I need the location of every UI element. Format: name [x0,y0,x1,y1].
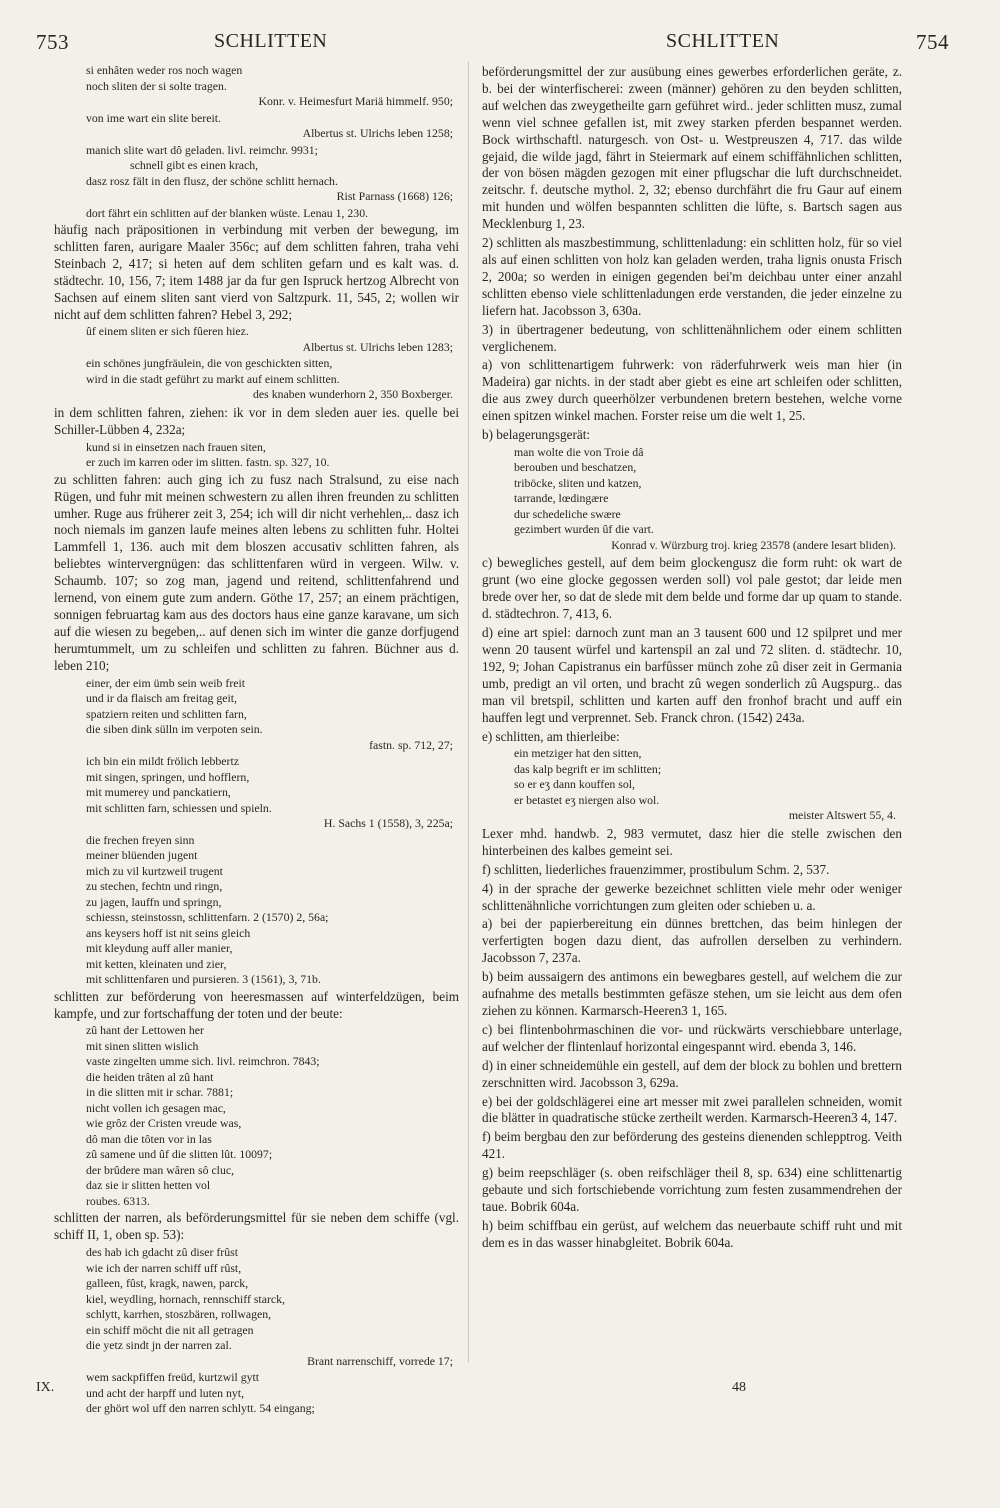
quotation-line: mit singen, springen, und hofflern, [86,769,250,784]
quotation-line: man wolte die von Troie dâ [514,444,644,459]
quotation-line: spatziern reiten und schlitten farn, [86,706,247,721]
quotation-line: er betastet eʒ niergen also wol. [514,792,660,807]
citation-source: meister Altswert 55, 4. [788,808,896,823]
quotation-line: mit schlittenfaren und pursieren. 3 (1561), 3, 71b. [86,972,321,987]
quotation-line: ûf einem sliten er sich fûeren hiez. [86,324,249,339]
quotation-line: wird in die stadt geführt zu markt auf einem schlitten. [86,371,340,386]
quotation-line: ein schiff möcht die nit all getragen [86,1322,254,1337]
citation-source: Konrad v. Würzburg troj. krieg 23578 (andere lesart bliden). [611,537,896,552]
quotation-line: zû samene und ûf die slitten lût. 10097; [86,1147,273,1162]
quotation-line: daz sie ir slitten hetten vol [86,1178,211,1193]
right-column [482,64,902,1254]
quotation-line: von ime wart ein slite bereit. [86,110,221,125]
entry-paragraph: h) beim schiffbau ein gerüst, auf welchem das neuerbaute schiff ruht und mit dem es in das wasser hinabgleitet. Bobrik 604a. [482,1217,902,1250]
quotation-line: die frechen freyen sinn [86,832,195,847]
quotation-line: der brûdere man wâren sô cluc, [86,1162,235,1177]
quotation-line: gezimbert wurden ûf die vart. [514,522,654,537]
entry-paragraph: b) belagerungsgerät: [482,427,591,443]
entry-paragraph: f) beim bergbau den zur beförderung des gesteins dienenden schlepptrog. Veith 421. [482,1129,902,1162]
entry-paragraph: d) eine art spiel: darnoch zunt man an 3 tausent 600 und 12 spilpret und mer wenn 20 tausent würfel und kartenspil an zal und 72 sliten. d. städtechr. 10, 192, 9; Johan Capistranus ein barfûsser münch zohe zû diser zeit in Germania umb, predigt an vil orten, und bracht zû wegen sonderlich zû Augspurg.. das man vil bretspil, schlitten und karten auff den fronhof bracht und auff ein hauffen legt und verprennet. Seb. Franck chron. (1542) 243a. [482,625,902,725]
quotation-line: dur schedeliche swære [514,506,621,521]
citation-source: des knaben wunderhorn 2, 350 Boxberger. [253,387,453,402]
entry-paragraph: a) von schlittenartigem fuhrwerk: von räderfuhrwerk weis man hier (in Madeira) gar nichts. in der stadt aber giebt es eine art schleifen oder schlitten, die aus zwey durch queerhölzer verbundenen bretern bestehen, welche vorne einen spitzen winkel machen. Forster reise um die welt 1, 25. [482,357,902,424]
entry-paragraph: a) bei der papierbereitung ein dünnes brettchen, das beim hinlegen der verfertigten bogen dazu dient, das aufrollen derselben zu verhindern. Jacobsson 7, 237a. [482,916,902,966]
quotation-line: und ir da flaisch am freitag geit, [86,691,238,706]
quotation-line: si enhâten weder ros noch wagen [86,63,243,77]
entry-paragraph: schlitten zur beförderung von heeresmassen auf winterfeldzügen, beim kampfe, und zur fortschaffung der toten und der beute: [54,988,459,1021]
quotation-line: schlytt, karrhen, stoszbären, rollwagen, [86,1307,272,1322]
quotation-line: ich bin ein mildt frölich lebbertz [86,754,239,769]
quotation-line: dort fährt ein schlitten auf der blanken wüste. Lenau 1, 230. [86,205,369,220]
entry-paragraph: schlitten der narren, als beförderungsmittel für sie neben dem schiffe (vgl. schiff II, 1, oben sp. 53): [54,1210,459,1243]
quotation-line: dô man die tôten vor in las [86,1131,212,1146]
entry-paragraph: Lexer mhd. handwb. 2, 983 vermutet, dasz hier die stelle zwischen den hinterbeinen des kalbes gemeint sei. [482,825,902,858]
citation-source: Albertus st. Ulrichs leben 1258; [302,126,453,140]
entry-paragraph: e) bei der goldschlägerei eine art messer mit zwei parallelen schneiden, womit die blätter in quadratische stücke zertheilt werden. Karmarsch-Heeren3 4, 147. [482,1093,902,1126]
entry-paragraph: 2) schlitten als maszbestimmung, schlittenladung: ein schlitten holz, für so viel als auf einen schlitten von holz kan geladen werden, traha lignis onusta Frisch 2, 200a; so werden in einigen gegenden bei'm deichbau unter einer anzahl schlitten ebenso viele schlittenladungen erde verstanden, die jeder einzelne zu liefern hat. Jacobsson 3, 630a. [482,235,902,318]
left-page-number: 753 [36,30,69,54]
quotation-line: schnell gibt es einen krach, [130,158,259,172]
quotation-line: mich zu vil kurtzweil trugent [86,863,223,878]
quotation-line: zu stechen, fechtn und ringn, [86,879,223,894]
quotation-line: so er eʒ dann kouffen sol, [514,777,635,792]
quotation-line: er zuch im karren oder im slitten. fastn. sp. 327, 10. [86,455,330,470]
quotation-line: die heiden trâten al zû hant [86,1069,214,1084]
citation-source: H. Sachs 1 (1558), 3, 225a; [323,816,453,831]
quotation-line: einer, der eim ümb sein weib freit [86,675,246,690]
quotation-line: roubes. 6313. [86,1193,150,1208]
right-running-title: SCHLITTEN [666,30,780,52]
quotation-line: ein schönes jungfräulein, die von geschickten sitten, [86,356,333,371]
quotation-line: kund si in einsetzen nach frauen siten, [86,439,266,454]
quotation-line: schiessn, steinstossn, schlittenfarn. 2 (1570) 2, 56a; [86,910,329,925]
quotation-line: dasz rosz fält in den flusz, der schöne schlitt hernach. [86,173,338,188]
entry-paragraph: b) beim aussaigern des antimons ein bewegbares gestell, auf welchem die zur aufnahme des metalls bestimmten gefäsze stehen, um sie leicht aus dem ofen ziehen zu können. Karmarsch-Heeren3 1, 165. [482,969,902,1018]
left-running-title: SCHLITTEN [214,30,328,52]
volume-number: IX. [36,1380,55,1395]
entry-paragraph: häufig nach präpositionen in verbindung mit verben der bewegung, im schlitten faren, aurigare Maaler 356c; auf dem schlitten fahren, traha vehi Steinbach 2, 417; si heten auf dem schliten gefarn und es kalt was. d. städtechr. 10, 156, 7; item 1488 jar da fur gen Ispruck hertzog Albrecht von Sachsen auf einem sliten sant vierd von Saltzpurk. 11, 545, 2; wollen wir nicht auf dem schlitten fahren? Hebel 3, 292; [54,222,459,322]
entry-paragraph: zu schlitten fahren: auch ging ich zu fusz nach Stralsund, zu eise nach Rügen, und fuhr mit meinen schwestern zu allen ihren freunden zu schlitten umher. Ruge aus früherer zeit 3, 254; ich will dir nicht verhehlen,.. dasz ich noch niemals im ganzen laufe meines alten lebens zu schlitten fuhr. Holtei Lammfell 1, 136. auch mit dem bloszen accusativ schlitten fahren, als beliebtes wintervergnügen: das schlittenfaren würd in vergeen. Wilw. v. Schaumb. 107; so zog man, jagend und reitend, schlittenfahrend und lernend, von einem gute zum andern. Göthe 17, 257; an einem prächtigen, sonnigen februartag kam aus des doctors haus eine ganze karavane, um sich auf die wiesen zu begeben,.. auf denen sich im winter die ganze dorfjugend herumtummelt, um zu schleifen und schlitten zu fahren. Büchner aus d. leben 210; [54,471,459,673]
quotation-line: zû hant der Lettowen her [86,1023,204,1038]
quotation-line: in die slitten mit ir schar. 7881; [86,1085,234,1100]
sheet-signature: 48 [732,1380,746,1395]
entry-paragraph: 4) in der sprache der gewerke bezeichnet schlitten viele mehr oder weniger schlittenähnliche vorrichtungen zum gleiten oder schieben u. a. [482,880,902,913]
quotation-line: ans keysers hoff ist nit seins gleich [86,925,251,940]
quotation-line: meiner blüenden jugent [86,848,198,863]
entry-paragraph: 3) in übertragener bedeutung, von schlittenähnlichem oder einem schlitten verglichenem. [482,321,902,354]
citation-source: Konr. v. Heimesfurt Mariä himmelf. 950; [258,94,453,108]
quotation-line: die yetz sindt jn der narren zal. [86,1338,232,1353]
quotation-line: und acht der harpff und luten nyt, [86,1385,245,1400]
entry-paragraph: d) in einer schneidemühle ein gestell, auf dem der block zu bohlen und brettern zerschnitten wird. Jacobsson 3, 629a. [482,1057,902,1090]
quotation-line: mit ketten, kleinaten und zier, [86,956,227,971]
quotation-line: vaste zingelten umme sich. livl. reimchron. 7843; [86,1054,320,1069]
quotation-line: zu jagen, lauffn und springn, [86,894,222,909]
entry-paragraph: beförderungsmittel der zur ausübung eines gewerbes erforderlichen geräte, z. b. bei der winterfischerei: zween (männer) gehören zu den beyden schlitten, auf welchen das zweygetheilte garn geführet wird.. jeder schlitten musz, zumal wenn viel schnee gefallen ist, mit zwey starken pferden bespannet werden. Bock wirthschaftl. naturgesch. von Ost- u. Westpreuszen 4, 717. das wilde gejaid, die wilde jagd, fährt in Steiermark auf einem schiffähnlichen schlitten, der von bösen mägden gezogen mit einer pflugschar die luft durchschneidet. zeitschr. f. deutsche mythol. 2, 32; ebenso durchfährt die fru Gaur auf einem mit hunden und wölfen bespannten schlitten die lüfte, s. Bartsch sagen aus Mecklenburg 1, 23. [482,64,902,232]
entry-paragraph: f) schlitten, liederliches frauenzimmer, prostibulum Schm. 2, 537. [482,861,830,877]
quotation-line: manich slite wart dô geladen. livl. reimchr. 9931; [86,142,318,157]
entry-paragraph: c) bei flintenbohrmaschinen die vor- und rückwärts verschiebbare unterlage, auf welcher der flintenlauf horizontal eingespannt wird. ebenda 3, 146. [482,1021,902,1054]
citation-source: Brant narrenschiff, vorrede 17; [307,1353,453,1368]
quotation-line: mit schlitten farn, schiessen und spieln. [86,800,272,815]
left-column [54,64,459,1418]
quotation-line: ein metziger hat den sitten, [514,746,642,761]
quotation-line: berouben und beschatzen, [514,460,637,475]
quotation-line: kiel, weydling, hornach, rennschiff starck, [86,1291,285,1306]
entry-paragraph: c) bewegliches gestell, auf dem beim glockengusz die form ruht: ok wart de grunt (wo eine glocke gegossen werden soll) vol pale gestot; dar leide men brede over her, so dat de slede mit dem belde und forme dar up quam to stande. d. städtechron. 7, 413, 6. [482,555,902,622]
entry-paragraph: in dem schlitten fahren, ziehen: ik vor in dem sleden auer ies. quelle bei Schiller-Lübben 4, 232a; [54,404,459,437]
entry-paragraph: g) beim reepschläger (s. oben reifschläger theil 8, sp. 634) eine schlittenartig gebaute und sich fortschiebende vorrichtung zum festen zusammendrehen der taue. Bobrik 604a. [482,1165,902,1214]
column-divider [468,62,469,1362]
quotation-line: der ghört wol uff den narren schlytt. 54 eingang; [86,1401,315,1416]
quotation-line: wem sackpfiffen freüd, kurtzwil gytt [86,1370,260,1385]
quotation-line: noch sliten der si solte tragen. [86,78,227,93]
quotation-line: mit kleydung auff aller manier, [86,941,233,956]
quotation-line: das kalp begrift er im schlitten; [514,761,662,776]
quotation-line: triböcke, sliten und katzen, [514,475,642,490]
citation-source: fastn. sp. 712, 27; [369,737,453,752]
quotation-line: nicht vollen ich gesagen mac, [86,1100,226,1115]
quotation-line: galleen, fûst, kragk, nawen, parck, [86,1276,249,1291]
right-page-number: 754 [916,30,949,54]
quotation-line: mit mumerey und panckatiern, [86,785,231,800]
quotation-line: mit sinen slitten wislich [86,1038,199,1053]
quotation-line: wie grôz der Cristen vreude was, [86,1116,242,1131]
entry-paragraph: e) schlitten, am thierleibe: [482,728,620,744]
citation-source: Rist Parnass (1668) 126; [336,189,453,203]
quotation-line: tarrande, lœdingære [514,491,609,506]
citation-source: Albertus st. Ulrichs leben 1283; [302,339,453,354]
quotation-line: die siben dink sülln im verpoten sein. [86,722,263,737]
quotation-line: des hab ich gdacht zû diser frûst [86,1245,239,1260]
quotation-line: wie ich der narren schiff uff rûst, [86,1260,242,1275]
